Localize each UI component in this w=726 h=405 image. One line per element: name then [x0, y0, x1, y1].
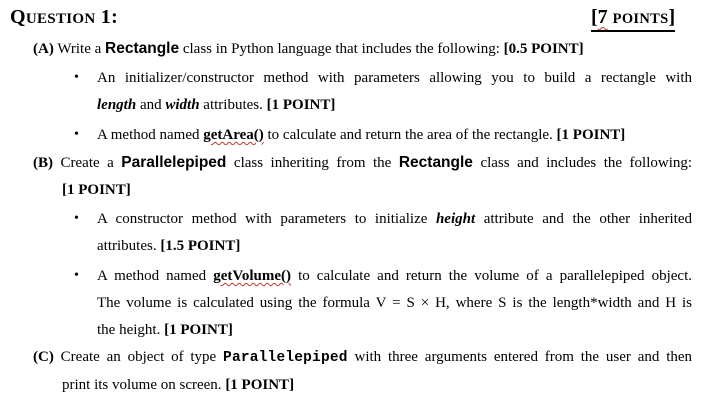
- part-c-line2: print its volume on screen. [1 POINT]: [62, 377, 295, 393]
- part-b-bullet2-line1: A method named getVolume() to calculate and return the volume of a parallelepiped object.: [97, 268, 693, 284]
- get-volume-method: getVolume(): [213, 268, 291, 284]
- bullet-icon: •: [74, 211, 79, 226]
- total-points: [7 POINTS]: [591, 6, 675, 32]
- part-b-intro: (B) Create a Parallelepiped class inheriting from the Rectangle class and includes the following:: [33, 154, 693, 171]
- bullet-icon: •: [74, 70, 79, 85]
- part-b-bullet1-line1: A constructor method with parameters to initialize height attribute and the other inherited: [97, 211, 693, 227]
- part-a-bullet1-line1: An initializer/constructor method with parameters allowing you to build a rectangle with: [97, 70, 692, 86]
- get-area-method: getArea(): [203, 127, 264, 143]
- part-c-line1: (C) Create an object of type Parallelepiped with three arguments entered from the user and then: [33, 349, 693, 366]
- part-a-bullet2: A method named getArea() to calculate and return the area of the rectangle. [1 POINT]: [97, 127, 626, 143]
- part-b-points: [1 POINT]: [62, 182, 131, 198]
- bullet-icon: •: [74, 127, 79, 142]
- part-b-bullet2-line2: The volume is calculated using the formula V = S × H, where S is the length*width and H is: [97, 295, 692, 311]
- part-a-intro: (A) Write a Rectangle class in Python language that includes the following: [0.5 POINT]: [33, 40, 584, 57]
- part-b-bullet1-line2: attributes. [1.5 POINT]: [97, 238, 241, 254]
- part-a-bullet1-line2: length and width attributes. [1 POINT]: [97, 97, 336, 113]
- question-title: QUESTION 1:: [10, 6, 119, 28]
- bullet-icon: •: [74, 268, 79, 283]
- part-b-bullet2-line3: the height. [1 POINT]: [97, 322, 233, 338]
